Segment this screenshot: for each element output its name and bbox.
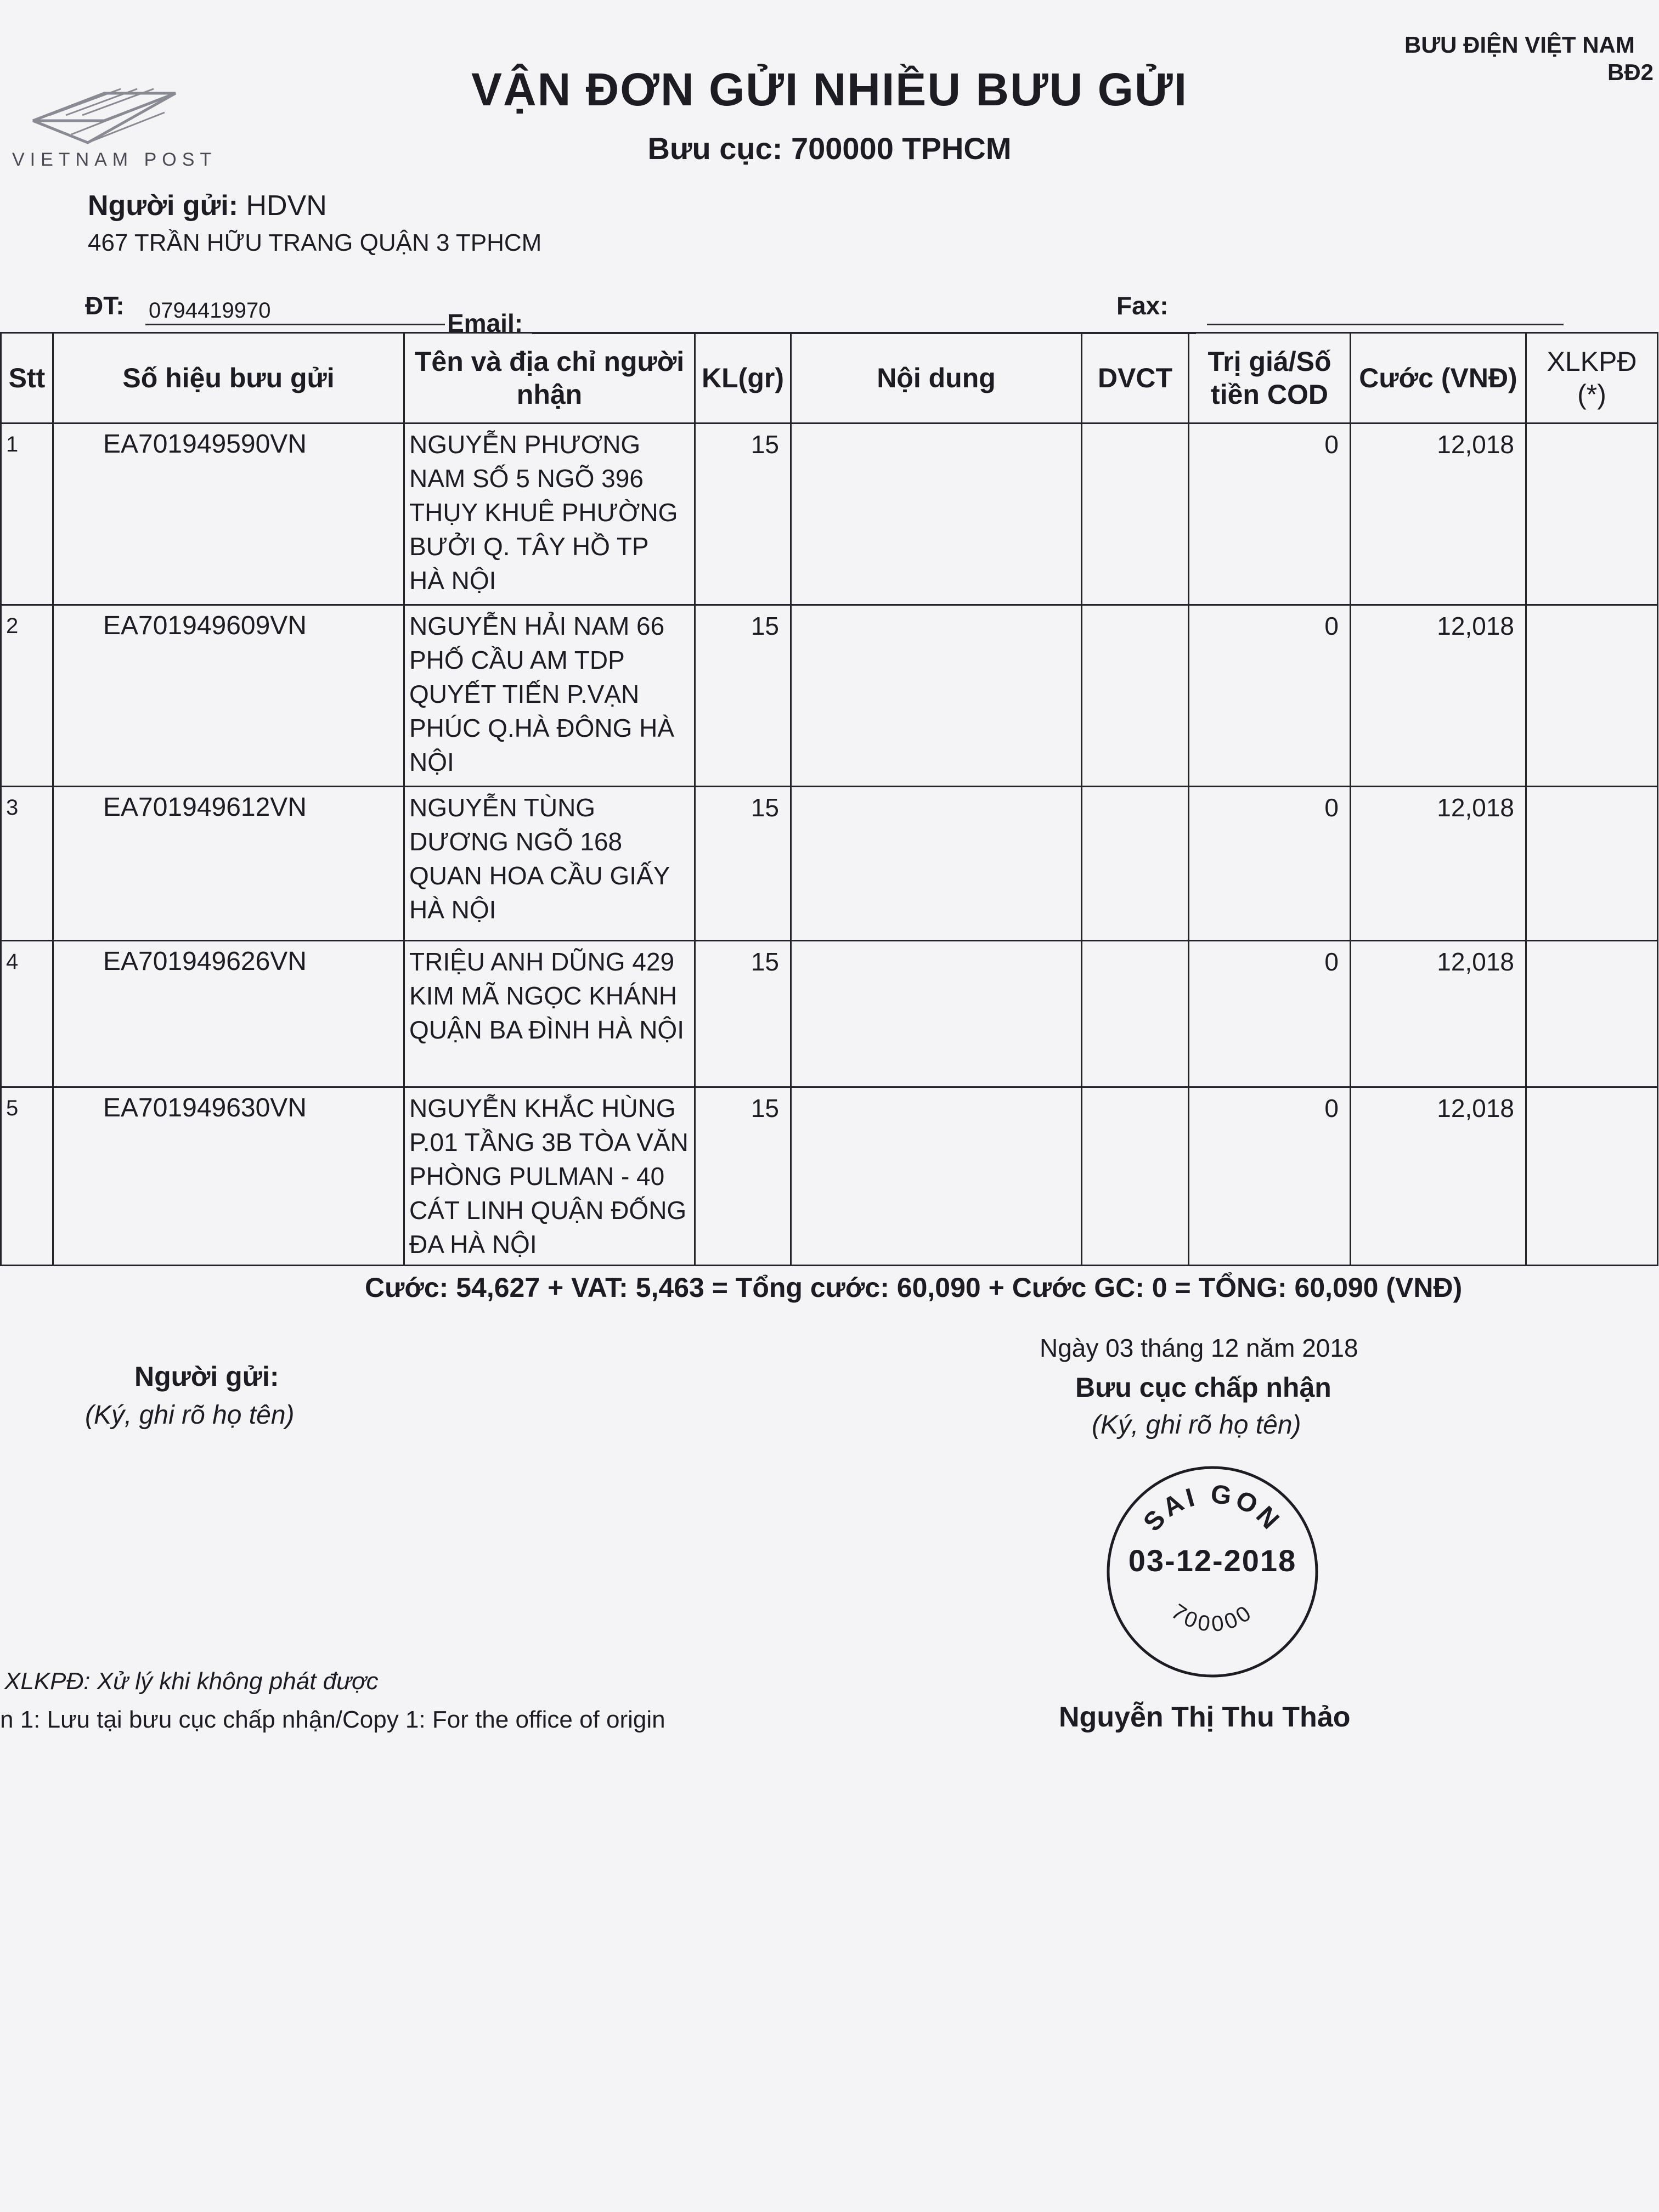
cell-tracking-code: EA701949609VN: [53, 605, 404, 787]
cell-cod: 0: [1189, 1087, 1351, 1266]
cell-tracking-code: EA701949590VN: [53, 424, 404, 605]
stamp-city-text: SAI GON: [1138, 1479, 1287, 1537]
cell-content: [791, 424, 1082, 605]
cell-recipient: NGUYỄN PHƯƠNG NAM SỐ 5 NGÕ 396 THỤY KHUÊ PHƯỜNG BƯỞI Q. TÂY HỒ TP HÀ NỘI: [404, 424, 695, 605]
cell-recipient: NGUYỄN KHẮC HÙNG P.01 TẦNG 3B TÒA VĂN PHÒNG PULMAN - 40 CÁT LINH QUẬN ĐỐNG ĐA HÀ NỘI: [404, 1087, 695, 1266]
phone-field: 0794419970: [145, 298, 445, 325]
col-header-weight: KL(gr): [695, 333, 791, 424]
cell-fee: 12,018: [1351, 424, 1526, 605]
post-office-line: [0, 131, 1659, 166]
col-header-xlkpd: XLKPĐ (*): [1526, 333, 1658, 424]
corner-org-name: BƯU ĐIỆN VIỆT NAM: [1404, 32, 1635, 58]
cell-dvct: [1082, 1087, 1189, 1266]
totals-line: Cước: 54,627 + VAT: 5,463 = Tổng cước: 60,090 + Cước GC: 0 = TỔNG: 60,090 (VNĐ): [365, 1272, 1463, 1303]
cell-content: [791, 941, 1082, 1087]
footnote-copy: n 1: Lưu tại bưu cục chấp nhận/Copy 1: For the office of origin: [0, 1706, 665, 1733]
acceptance-signature-note: (Ký, ghi rõ họ tên): [1092, 1410, 1301, 1440]
cell-xlkpd: [1526, 941, 1658, 1087]
cell-fee: 12,018: [1351, 605, 1526, 787]
cell-weight: 15: [695, 941, 791, 1087]
cell-dvct: [1082, 787, 1189, 941]
cell-dvct: [1082, 941, 1189, 1087]
post-office-value: 700000 TPHCM: [791, 131, 1012, 166]
cell-xlkpd: [1526, 787, 1658, 941]
sender-line: [88, 189, 327, 222]
col-header-stt: Stt: [1, 333, 53, 424]
col-header-dvct: DVCT: [1082, 333, 1189, 424]
cell-weight: 15: [695, 605, 791, 787]
cell-stt: 5: [1, 1087, 53, 1266]
fax-field: [1207, 298, 1564, 325]
cell-tracking-code: EA701949630VN: [53, 1087, 404, 1266]
cell-stt: 4: [1, 941, 53, 1087]
cell-weight: 15: [695, 1087, 791, 1266]
post-office-label: Bưu cục:: [647, 131, 783, 166]
cell-tracking-code: EA701949612VN: [53, 787, 404, 941]
table-row: [1, 941, 1658, 1087]
cell-cod: 0: [1189, 787, 1351, 941]
contact-row: [85, 291, 1566, 335]
phone-label: ĐT:: [85, 291, 125, 320]
sender-signature-title: Người gửi:: [134, 1361, 279, 1392]
table-header-row: [1, 333, 1658, 424]
cell-recipient: NGUYỄN TÙNG DƯƠNG NGÕ 168 QUAN HOA CẦU GIẤY HÀ NỘI: [404, 787, 695, 941]
col-header-fee: Cước (VNĐ): [1351, 333, 1526, 424]
col-header-content: Nội dung: [791, 333, 1082, 424]
sender-name: HDVN: [246, 190, 327, 222]
signer-name: Nguyễn Thị Thu Thảo: [1059, 1701, 1351, 1733]
cell-xlkpd: [1526, 605, 1658, 787]
table-row: [1, 1087, 1658, 1266]
svg-text:SAI GON: [1138, 1480, 1286, 1537]
cell-stt: 3: [1, 787, 53, 941]
cell-weight: 15: [695, 424, 791, 605]
cell-fee: 12,018: [1351, 787, 1526, 941]
svg-text:700000: [1167, 1599, 1258, 1637]
cell-fee: 12,018: [1351, 941, 1526, 1087]
cell-recipient: TRIỆU ANH DŨNG 429 KIM MÃ NGỌC KHÁNH QUẬN BA ĐÌNH HÀ NỘI: [404, 941, 695, 1087]
cell-cod: 0: [1189, 605, 1351, 787]
acceptance-office-title: Bưu cục chấp nhận: [1075, 1372, 1331, 1403]
col-header-cod: Trị giá/Số tiền COD: [1189, 333, 1351, 424]
table-row: [1, 424, 1658, 605]
logo-text: VIETNAM POST: [12, 149, 217, 170]
table-row: [1, 605, 1658, 787]
stamp-date: 03-12-2018: [1128, 1543, 1297, 1578]
sender-label: Người gửi:: [88, 190, 239, 222]
cell-content: [791, 787, 1082, 941]
cell-xlkpd: [1526, 424, 1658, 605]
email-field: [532, 307, 1196, 334]
sender-signature-note: (Ký, ghi rõ họ tên): [85, 1401, 295, 1430]
cell-xlkpd: [1526, 1087, 1658, 1266]
cell-content: [791, 1087, 1082, 1266]
cell-dvct: [1082, 424, 1189, 605]
cell-stt: 1: [1, 424, 53, 605]
cell-stt: 2: [1, 605, 53, 787]
col-header-recipient: Tên và địa chỉ người nhận: [404, 333, 695, 424]
cell-cod: 0: [1189, 941, 1351, 1087]
cell-content: [791, 605, 1082, 787]
acceptance-date: Ngày 03 tháng 12 năm 2018: [1040, 1334, 1358, 1362]
email-label: Email:: [447, 309, 523, 337]
stamp-postcode-text: 700000: [1166, 1599, 1259, 1637]
sender-address: 467 TRẦN HỮU TRANG QUẬN 3 TPHCM: [88, 229, 542, 256]
col-header-code: Số hiệu bưu gửi: [53, 333, 404, 424]
cell-weight: 15: [695, 787, 791, 941]
cell-cod: 0: [1189, 424, 1351, 605]
cell-tracking-code: EA701949626VN: [53, 941, 404, 1087]
cell-recipient: NGUYỄN HẢI NAM 66 PHỐ CẦU AM TDP QUYẾT TIẾN P.VẠN PHÚC Q.HÀ ĐÔNG HÀ NỘI: [404, 605, 695, 787]
form-code: BĐ2: [1607, 59, 1654, 85]
table-row: [1, 787, 1658, 941]
footnote-xlkpd: XLKPĐ: Xử lý khi không phát được: [4, 1668, 379, 1695]
shipment-table: [0, 332, 1658, 1266]
cell-dvct: [1082, 605, 1189, 787]
cell-fee: 12,018: [1351, 1087, 1526, 1266]
fax-label: Fax:: [1116, 291, 1169, 320]
document-title: VẬN ĐƠN GỬI NHIỀU BƯU GỬI: [471, 64, 1188, 115]
